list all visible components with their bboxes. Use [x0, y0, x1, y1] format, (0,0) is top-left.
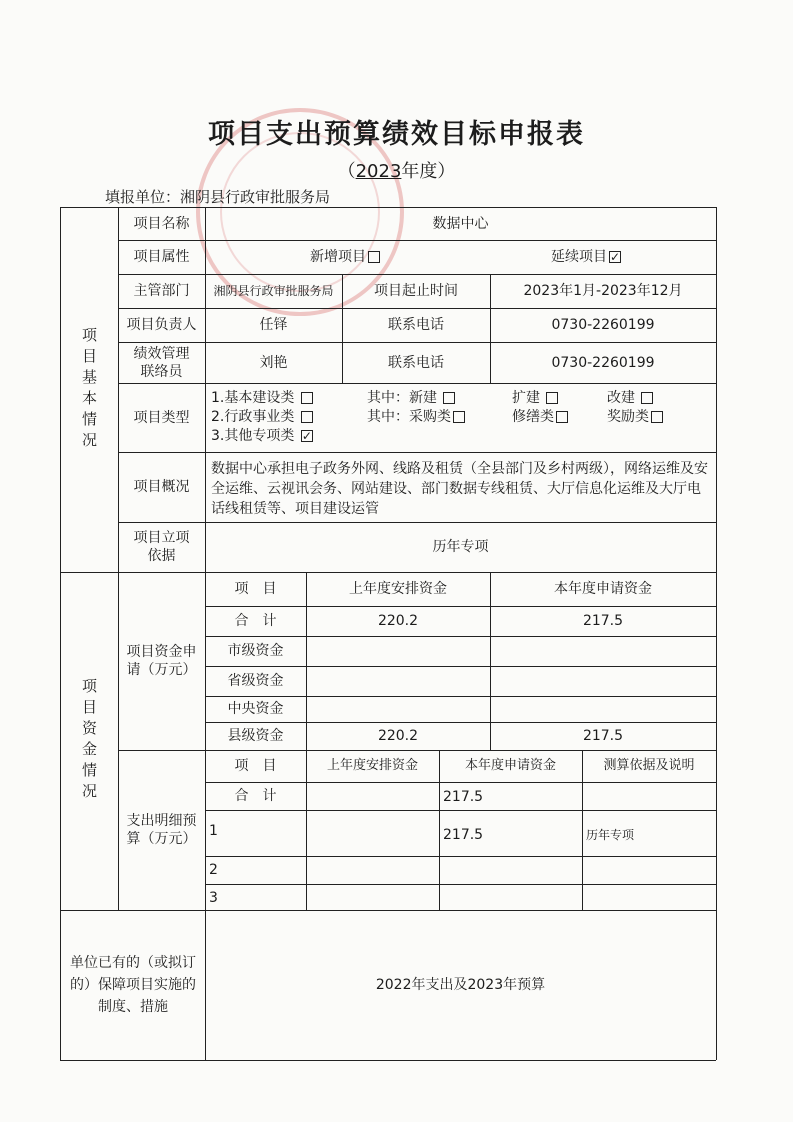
type-label: 项目类型	[133, 409, 190, 426]
project-name-label: 项目名称	[133, 215, 190, 232]
detail-header: 上年度安排资金	[326, 758, 418, 773]
apply-row-name: 中央资金	[227, 701, 284, 717]
detail-row-name: 3	[209, 890, 218, 906]
table-border-bottom	[60, 1060, 716, 1061]
type-option: 扩建	[512, 389, 558, 408]
dept-label: 主管部门	[133, 283, 190, 299]
apply-label: 项目资金申 请（万元）	[126, 644, 197, 678]
attr-new-option: 新增项目	[310, 248, 380, 267]
apply-header: 本年度申请资金	[554, 581, 652, 597]
leader-label: 项目负责人	[126, 317, 197, 333]
overview-label: 项目概况	[133, 479, 190, 495]
leader-phone-value: 0730-2260199	[551, 317, 655, 333]
overview-text: 数据中心承担电子政务外网、线路及租赁（全县部门及乡村两级），网络运维及安全运维、云视讯会务、网站建设、部门数据专线租赁、大厅信息化运维及大厅电话线租赁等、项目建设运管	[211, 461, 708, 517]
basis-label: 项目立项 依据	[133, 530, 190, 564]
checkbox-icon	[651, 411, 663, 423]
apply-row-prev: 220.2	[377, 728, 419, 744]
contact-label: 绩效管理 联络员	[133, 345, 190, 380]
type-option: 修缮类	[512, 408, 568, 427]
checkbox-icon	[641, 392, 653, 404]
checkbox-icon	[443, 392, 455, 404]
checkbox-checked-icon	[609, 251, 621, 263]
type-option: 奖励类	[607, 408, 663, 427]
apply-row-name: 县级资金	[227, 728, 284, 744]
detail-header: 项 目	[234, 758, 277, 774]
detail-row-curr: 217.5	[443, 827, 484, 843]
checkbox-icon	[301, 411, 313, 423]
checkbox-icon	[546, 392, 558, 404]
measures-label: 单位已有的（或拟订的）保障项目实施的制度、措施	[70, 955, 196, 1015]
detail-label: 支出明细预 算（万元）	[126, 813, 197, 847]
detail-row-curr: 217.5	[443, 789, 484, 805]
detail-row-note: 历年专项	[586, 828, 635, 842]
period-value: 2023年1月-2023年12月	[523, 283, 683, 299]
section-funds-label: 项目资金情况	[80, 678, 98, 804]
period-label: 项目起止时间	[374, 283, 458, 299]
type-option: 2.行政事业类	[211, 408, 313, 427]
detail-row-name: 1	[209, 823, 218, 839]
row-line	[118, 240, 716, 241]
type-option: 其中：采购类	[367, 408, 465, 427]
row-line	[118, 452, 716, 453]
measures-value: 2022年支出及2023年预算	[375, 977, 546, 993]
detail-header: 测算依据及说明	[603, 758, 695, 773]
type-option: 其中：新建	[367, 389, 455, 408]
section-basic-label: 项目基本情况	[80, 326, 98, 453]
checkbox-icon	[301, 392, 313, 404]
apply-header: 项 目	[234, 581, 277, 597]
type-option: 3.其他专项类 ✓	[211, 427, 313, 446]
page-title: 项目支出预算绩效目标申报表	[208, 119, 585, 150]
apply-row-name: 市级资金	[227, 643, 284, 659]
contact-value: 刘艳	[259, 354, 288, 371]
detail-row-name: 合 计	[234, 788, 277, 804]
project-name-value: 数据中心	[432, 215, 489, 232]
fill-unit: 填报单位：湘阴县行政审批服务局	[105, 188, 331, 206]
type-option: 改建	[607, 389, 653, 408]
attr-continue-option: 延续项目✓	[551, 248, 621, 267]
leader-value: 任铎	[259, 317, 288, 333]
basis-value: 历年专项	[432, 539, 489, 555]
detail-header: 本年度申请资金	[464, 758, 556, 773]
apply-row-curr: 217.5	[582, 728, 624, 744]
row-line	[205, 810, 716, 811]
apply-row-prev: 220.2	[377, 613, 419, 629]
project-attr-label: 项目属性	[133, 249, 190, 265]
leader-phone-label: 联系电话	[388, 317, 444, 333]
contact-phone-label: 联系电话	[388, 354, 444, 371]
detail-row-name: 2	[209, 862, 218, 878]
apply-row-name: 合 计	[234, 613, 277, 629]
apply-row-curr: 217.5	[582, 613, 624, 629]
contact-phone-value: 0730-2260199	[551, 354, 655, 371]
checkbox-new-icon	[368, 251, 380, 263]
table-border-right	[716, 207, 717, 1060]
row-line	[205, 856, 716, 857]
checkbox-icon	[453, 411, 465, 423]
dept-value: 湘阴县行政审批服务局	[213, 284, 334, 298]
checkbox-icon	[556, 411, 568, 423]
checkbox-checked-icon	[301, 430, 313, 442]
page-subtitle: （2023年度）	[337, 161, 456, 182]
row-line	[205, 884, 716, 885]
apply-row-name: 省级资金	[227, 673, 284, 689]
row-line	[118, 383, 716, 384]
apply-header: 上年度安排资金	[349, 581, 447, 597]
type-option: 1.基本建设类	[211, 389, 313, 408]
